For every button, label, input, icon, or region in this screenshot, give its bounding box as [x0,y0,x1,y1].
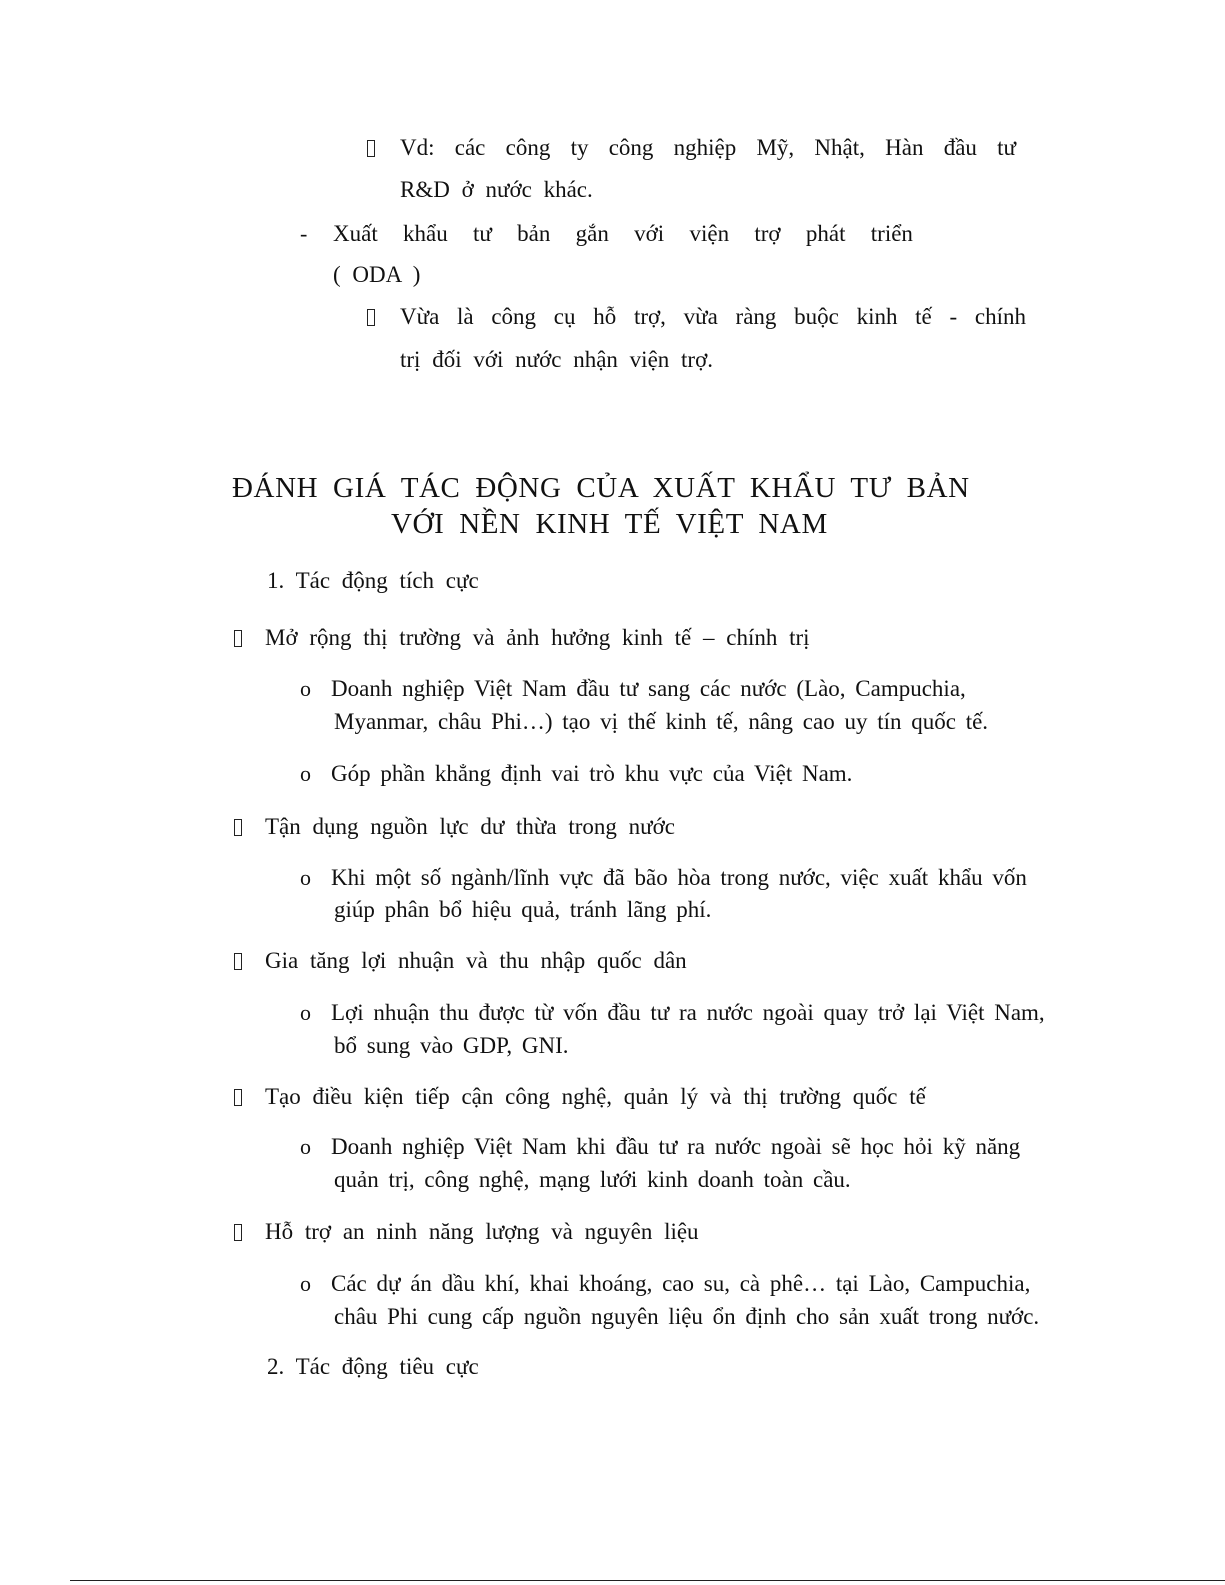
sub-bullet-2-line2: trị đối với nước nhận viện trợ. [400,347,713,372]
word: - [949,304,958,329]
sub-bullet-o-marker: o [300,1134,311,1159]
word: Nhật, [814,135,865,160]
word: tư [997,135,1016,160]
sub-bullet-text: châu Phi cung cấp nguồn nguyên liệu ổn định cho sản xuất trong nước. [334,1304,1040,1329]
dash-item-line1 [333,220,913,248]
word: buộc [794,304,839,329]
section-heading-line1: ĐÁNH GIÁ TÁC ĐỘNG CỦA XUẤT KHẨU TƯ BẢN [232,472,970,504]
word: gắn [575,221,609,246]
word: viện [689,221,730,246]
word: với [634,221,665,246]
page-bottom-rule [70,1580,1225,1581]
word: bản [517,221,551,246]
word: tư [473,221,492,246]
bullet-box-icon [234,630,242,647]
sub-bullet-text: Góp phần khẳng định vai trò khu vực của Việt Nam. [331,761,853,786]
sub-bullet-1-line1 [400,134,1016,162]
bullet-heading: Gia tăng lợi nhuận và thu nhập quốc dân [265,948,687,973]
word: kinh [856,304,898,329]
word: Hàn [885,135,924,160]
word: đầu [943,135,977,160]
sub-bullet-text: giúp phân bổ hiệu quả, tránh lãng phí. [334,897,712,922]
word: Vừa [400,304,440,329]
sub-bullet-o-marker: o [300,676,311,701]
word: khẩu [403,221,448,246]
sub-bullet-text: quản trị, công nghệ, mạng lưới kinh doanh toàn cầu. [334,1167,851,1192]
word: vừa [683,304,718,329]
dash-marker: - [300,221,308,246]
word: phát [805,221,846,246]
bullet-box-icon [234,1089,242,1106]
word: Vd: [400,135,435,160]
word: Xuất [333,221,378,246]
sub-bullet-box-icon [367,309,375,326]
word: công [505,135,551,160]
word: tế [915,304,932,329]
word: trợ [754,221,781,246]
sub-bullet-text: bổ sung vào GDP, GNI. [334,1033,569,1058]
sub-bullet-text: Lợi nhuận thu được từ vốn đầu tư ra nước ngoài quay trở lại Việt Nam, [331,1000,1045,1025]
bullet-box-icon [234,1224,242,1241]
word: công [491,304,537,329]
sub-bullet-text: Doanh nghiệp Việt Nam đầu tư sang các nước (Lào, Campuchia, [331,676,966,701]
bullet-box-icon [234,953,242,970]
section-heading-line2: VỚI NỀN KINH TẾ VIỆT NAM [391,508,828,540]
word: chính [974,304,1026,329]
dash-item-line2: ( ODA ) [333,262,421,287]
sub-bullet-o-marker: o [300,761,311,786]
bullet-heading: Tạo điều kiện tiếp cận công nghệ, quản lý và thị trường quốc tế [265,1084,926,1109]
bullet-heading: Mở rộng thị trường và ảnh hưởng kinh tế – chính trị [265,625,810,650]
word: các [454,135,486,160]
word: nghiệp [673,135,737,160]
sub-bullet-1-line2: R&D ở nước khác. [400,177,593,202]
word: ty [570,135,589,160]
sub-bullet-o-marker: o [300,1000,311,1025]
word: là [457,304,474,329]
section-1-title: 1. Tác động tích cực [267,568,479,593]
sub-bullet-text: Khi một số ngành/lĩnh vực đã bão hòa trong nước, việc xuất khẩu vốn [331,865,1027,890]
word: công [608,135,654,160]
sub-bullet-o-marker: o [300,865,311,890]
word: hỗ [593,304,617,329]
word: trợ, [633,304,666,329]
word: ràng [735,304,777,329]
word: cụ [553,304,576,329]
bullet-heading: Tận dụng nguồn lực dư thừa trong nước [265,814,675,839]
sub-bullet-text: Doanh nghiệp Việt Nam khi đầu tư ra nước ngoài sẽ học hỏi kỹ năng [331,1134,1021,1159]
sub-bullet-text: Myanmar, châu Phi…) tạo vị thế kinh tế, nâng cao uy tín quốc tế. [334,709,989,734]
section-2-title: 2. Tác động tiêu cực [267,1354,479,1379]
word: Mỹ, [756,135,795,160]
word: triển [870,221,913,246]
sub-bullet-text: Các dự án dầu khí, khai khoáng, cao su, cà phê… tại Lào, Campuchia, [331,1271,1031,1296]
sub-bullet-2-line1 [400,303,1026,331]
sub-bullet-o-marker: o [300,1271,311,1296]
sub-bullet-box-icon [367,140,375,157]
bullet-box-icon [234,819,242,836]
bullet-heading: Hỗ trợ an ninh năng lượng và nguyên liệu [265,1219,699,1244]
